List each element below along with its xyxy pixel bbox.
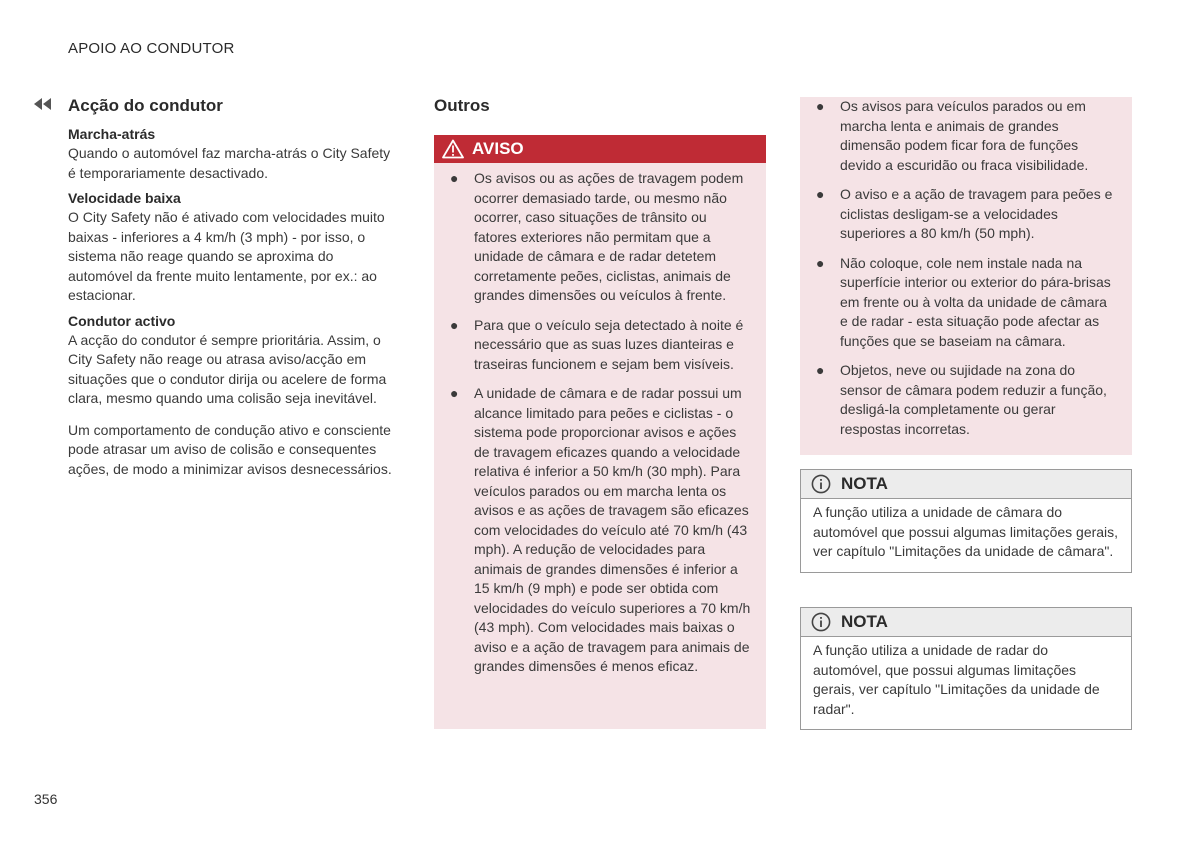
middle-column <box>434 95 766 125</box>
note-text: A função utiliza a unidade de câmara do automóvel que possui algumas limitações gerais, ver capítulo "Limitações da unidade de câmara". <box>813 504 1119 559</box>
list-item: ● Os avisos ou as ações de travagem podem ocorrer demasiado tarde, ou mesmo não ocorrer, caso situações de trânsito ou fatores exteriores não permitam que a unidade de câmara e de radar detetem corretamente peões, ciclistas, animais de grandes dimensões ou veículos à frente. <box>450 170 744 303</box>
double-chevron-left-icon[interactable] <box>34 98 54 110</box>
section-title: Acção do condutor <box>68 96 223 115</box>
section-title: Outros <box>434 96 490 115</box>
note-label: NOTA <box>841 612 888 631</box>
note-header <box>801 470 1131 499</box>
page-number: 356 <box>34 791 58 807</box>
warning-box <box>434 135 766 729</box>
left-column <box>68 95 400 485</box>
info-circle-icon <box>811 612 831 632</box>
list-item: ● Para que o veículo seja detectado à noite é necessário que as suas luzes dianteiras e traseiras funcionem e sejam bem visíveis. <box>450 316 744 372</box>
running-header: APOIO AO CONDUTOR <box>68 40 235 57</box>
list-item: ● A unidade de câmara e de radar possui um alcance limitado para peões e ciclistas - o sistema pode proporcionar avisos e ações de travagem eficazes quando a velocidade relativa é inferior a 50 km/h (30 mph). Para veículos parados ou em marcha lenta os avisos e as ações de travagem são eficazes com velocidades do veículo até 70 km/h (43 mph). A redução de velocidades para animais de grandes dimensões é inferior a 15 km/h (9 mph) e pode ser obtida com velocidades do veículo superiores a 70 km/h (43 mph). Com velocidades mais baixas o aviso e a ação de travagem para animais de grandes dimensões é menos eficaz. <box>450 385 751 674</box>
warning-header <box>434 135 766 163</box>
paragraph: A acção do condutor é sempre prioritária. Assim, o City Safety não reage ou atrasa aviso/acção em situações que o condutor dirija ou acelere de forma clara, mesmo quando uma colisão seja inevitável. <box>68 331 387 406</box>
note-box <box>800 469 1132 573</box>
note-header <box>801 608 1131 637</box>
note-box <box>800 607 1132 730</box>
info-circle-icon <box>811 474 831 494</box>
list-item: ● Objetos, neve ou sujidade na zona do sensor de câmara podem reduzir a função, desligá-la completamente ou gerar respostas incorretas. <box>816 362 1107 437</box>
paragraph: Quando o automóvel faz marcha-atrás o City Safety é temporariamente desactivado. <box>68 145 391 181</box>
warning-label: AVISO <box>472 139 524 158</box>
closing-paragraph: Um comportamento de condução ativo e consciente pode atrasar um aviso de colisão e consequentes ações, de modo a minimizar avisos desnecessários. <box>68 421 392 477</box>
warning-list <box>434 163 766 677</box>
note-label: NOTA <box>841 474 888 493</box>
subsection-title: Velocidade baixa <box>68 190 181 206</box>
note-text: A função utiliza a unidade de radar do automóvel, que possui algumas limitações gerais, ver capítulo "Limitações da unidade de radar". <box>813 642 1100 717</box>
warning-triangle-icon <box>442 139 464 159</box>
warning-list <box>800 97 1132 439</box>
list-item: ● Os avisos para veículos parados ou em marcha lenta e animais de grandes dimensão podem ficar fora de funções devido a escuridão ou fraca visibilidade. <box>816 98 1089 173</box>
warning-box-continued <box>800 97 1132 455</box>
list-item: ● O aviso e a ação de travagem para peões e ciclistas desligam-se a velocidades superiores a 80 km/h (50 mph). <box>816 186 1113 241</box>
list-item: ● Não coloque, cole nem instale nada na superfície interior ou exterior do pára-brisas em frente ou à volta da unidade de câmara e de radar - esta situação pode afectar as funções que se baseiam na câmara. <box>816 254 1111 349</box>
paragraph: O City Safety não é ativado com velocidades muito baixas - inferiores a 4 km/h (3 mph) - por isso, o sistema não reage quando se aproxima do automóvel da frente muito lentamente, por ex.: ao estacionar. <box>68 209 385 303</box>
subsection-title: Marcha-atrás <box>68 126 156 142</box>
subsection-title: Condutor activo <box>68 312 176 329</box>
